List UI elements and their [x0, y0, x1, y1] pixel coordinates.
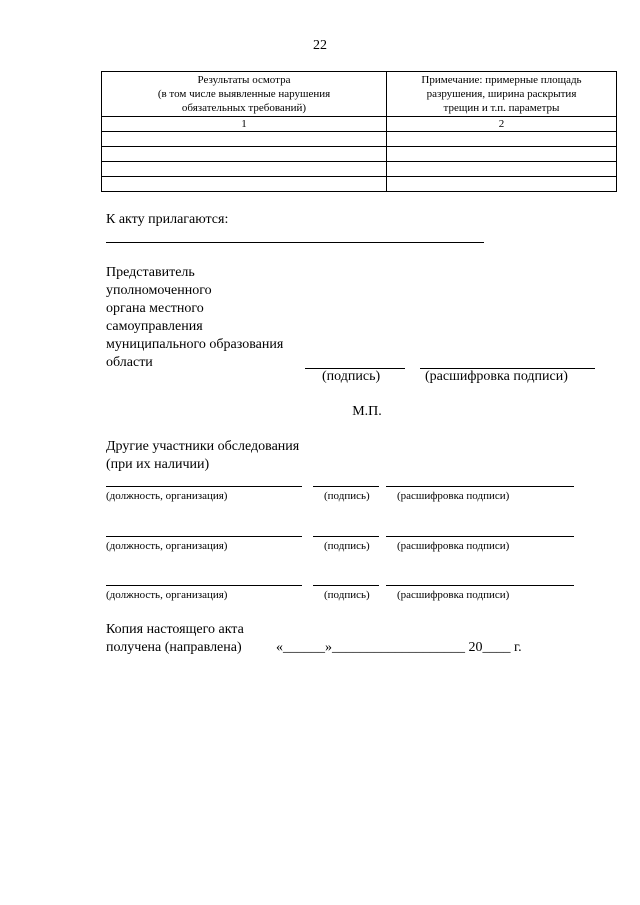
participant-decoding-line: [386, 585, 574, 586]
signature-decoding-caption: (расшифровка подписи): [425, 369, 568, 384]
participant-decoding-caption: (расшифровка подписи): [397, 589, 510, 601]
attachments-line: [106, 242, 484, 243]
participant-position-caption: (должность, организация): [106, 589, 228, 601]
inspection-results-table: [101, 71, 617, 192]
col1-number: 1: [102, 117, 387, 132]
participant-position-line: [106, 536, 302, 537]
participant-decoding-line: [386, 536, 574, 537]
participant-signature-caption: (подпись): [324, 540, 370, 552]
participants-block: Другие участники обследования (при их наличии): [106, 439, 300, 472]
table-row: [102, 132, 617, 147]
table-header-row: [102, 72, 617, 117]
participant-position-line: [106, 585, 302, 586]
table-row: [102, 162, 617, 177]
participant-position-caption: (должность, организация): [106, 490, 228, 502]
col1-header: Результаты осмотра (в том числе выявленные нарушения обязательных требований): [102, 72, 387, 117]
copy-line2: получена (направлена): [106, 640, 242, 655]
participant-position-line: [106, 486, 302, 487]
copy-date: «______»___________________ 20____ г.: [276, 640, 522, 655]
col2-header: Примечание: примерные площадь разрушения, ширина раскрытия трещин и т.п. параметры: [387, 72, 617, 117]
participant-decoding-caption: (расшифровка подписи): [397, 490, 510, 502]
copy-line1: Копия настоящего акта: [106, 622, 244, 637]
participant-signature-line: [313, 585, 379, 586]
participant-signature-caption: (подпись): [324, 490, 370, 502]
page-number: 22: [313, 38, 327, 53]
table-row: [102, 177, 617, 192]
participant-signature-caption: (подпись): [324, 589, 370, 601]
col2-number: 2: [387, 117, 617, 132]
seal-label: М.П.: [352, 404, 382, 419]
participant-signature-line: [313, 486, 379, 487]
participant-decoding-caption: (расшифровка подписи): [397, 540, 510, 552]
participant-signature-line: [313, 536, 379, 537]
signature-caption: (подпись): [322, 369, 381, 384]
participant-position-caption: (должность, организация): [106, 540, 228, 552]
attachments-label: К акту прилагаются:: [106, 212, 229, 227]
table-row: [102, 147, 617, 162]
table-number-row: [102, 117, 617, 132]
participant-decoding-line: [386, 486, 574, 487]
representative-block: Представитель уполномоченного органа местного самоуправления муниципального образования области: [106, 265, 284, 370]
